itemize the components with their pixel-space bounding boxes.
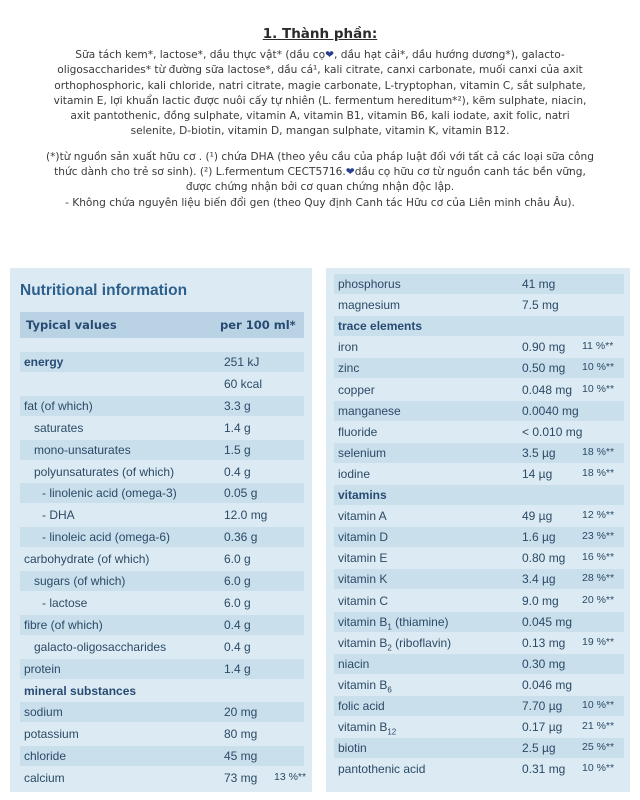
nutrition-row [20, 352, 304, 372]
nutrient-label: protein [24, 661, 61, 676]
nutrient-label: fibre (of which) [24, 617, 103, 632]
nutrient-label: vitamin E [338, 551, 388, 566]
nutrient-label: - linoleic acid (omega-6) [42, 530, 171, 545]
nutrient-value: 1.4 g [224, 420, 251, 435]
nutrition-row [334, 337, 624, 357]
ingredients-line-1: Sữa tách kem*, lactose*, dầu thực vật* (dầu cọ [75, 49, 326, 61]
nutrient-value: 45 mg [224, 749, 258, 764]
nutrient-value: 6.0 g [224, 574, 251, 588]
nutrient-value: 0.05 g [224, 486, 258, 501]
nutrient-value: 0.4 g [224, 464, 251, 479]
nutrient-value: 0.13 mg [522, 635, 566, 650]
subscript: 2 [387, 643, 392, 653]
nutrition-row [20, 681, 304, 701]
nutrient-label: galacto-oligosaccharides [34, 639, 167, 654]
nutrient-value: 0.30 mg [522, 656, 566, 671]
nutrition-row [20, 374, 304, 394]
nutrition-row [20, 593, 304, 613]
nutrition-row [334, 295, 624, 315]
nutrition-panel-right [326, 268, 630, 792]
nutrient-value: 0.17 µg [522, 720, 563, 735]
nutrition-row [20, 440, 304, 460]
ingredients-title: 1. Thành phần: [262, 26, 378, 42]
nutrient-value: 0.31 mg [522, 762, 566, 777]
nutrition-row [20, 615, 304, 635]
nutrient-percent: 23 %** [582, 530, 615, 543]
nutrient-percent: 18 %** [582, 466, 615, 479]
nutrient-percent: 11 %** [582, 340, 614, 353]
per-100ml-label: per 100 ml* [220, 318, 296, 332]
nutrition-row [334, 464, 624, 484]
nutrient-value: 20 mg [224, 705, 258, 720]
nutrient-percent: 25 %** [582, 741, 615, 754]
nutrition-row [334, 633, 624, 653]
nutrient-value: 0.36 g [224, 530, 258, 545]
nutrient-value: 3.3 g [224, 398, 251, 413]
nutrition-row [20, 637, 304, 657]
nutrient-value: 3.5 µg [522, 445, 556, 460]
nutrient-label: - linolenic acid (omega-3) [42, 486, 177, 501]
nutrition-row [334, 485, 624, 505]
nutrient-label: vitamin K [338, 572, 388, 587]
nutrient-label: sodium [24, 705, 63, 720]
nutrition-row [20, 483, 304, 503]
nutrient-value: 73 mg [224, 771, 258, 786]
nutrition-row [334, 696, 624, 716]
nutrition-row [334, 569, 624, 589]
ingredients-section [0, 0, 640, 262]
nutrient-value: 3.4 µg [522, 572, 556, 587]
typical-values-header [20, 312, 304, 338]
nutrient-value: 14 µg [522, 466, 553, 481]
nutrition-row [20, 505, 304, 525]
nutrition-row [334, 548, 624, 568]
nutrient-label: fat (of which) [24, 398, 93, 413]
nutrient-label: fluoride [338, 424, 378, 439]
nutrient-value: 60 kcal [224, 376, 263, 391]
nutrient-percent: 10 %** [582, 382, 615, 395]
nutrient-label: polyunsaturates (of which) [34, 464, 175, 479]
nutrient-label: vitamin C [338, 593, 389, 608]
nutrition-row [20, 724, 304, 744]
nutrient-value: 7.70 µg [522, 699, 563, 713]
nutrient-label: magnesium [338, 298, 401, 313]
nutrient-label: potassium [24, 727, 79, 742]
nutrient-label: vitamin $B_6$ [338, 677, 392, 695]
nutrient-label: zinc [338, 361, 360, 376]
nutrition-panel-left [10, 268, 312, 792]
nutrition-row [20, 768, 307, 788]
nutrient-value: 9.0 mg [522, 593, 559, 608]
ingredients-notes [40, 150, 600, 211]
nutrient-value: 12.0 mg [224, 508, 268, 523]
nutrient-value: 0.90 mg [522, 340, 566, 355]
nutrient-label: carbohydrate (of which) [24, 552, 150, 567]
nutrient-value: 49 µg [522, 509, 553, 524]
nutrient-percent: 10 %** [582, 762, 615, 775]
nutrient-value: 251 kJ [224, 355, 260, 369]
nutrient-value: 41 mg [522, 277, 556, 291]
nutrient-label: biotin [338, 741, 367, 756]
nutrient-value: 7.5 mg [522, 298, 559, 313]
nutrition-row [20, 462, 304, 482]
nutrient-label: mineral substances [24, 683, 137, 698]
nutrition-row [20, 527, 304, 547]
nutrient-value: 0.048 mg [522, 382, 573, 397]
subscript: 6 [387, 685, 392, 695]
heart-icon: ❤ [345, 166, 355, 179]
nutrient-percent: 20 %** [582, 593, 615, 606]
nutrient-label: saturates [34, 420, 84, 435]
nutrient-percent: 18 %** [582, 445, 615, 458]
nutrient-label: vitamin $B_{12}$ [338, 720, 397, 737]
subscript: 1 [387, 621, 392, 631]
nutrient-value: 1.6 µg [522, 530, 556, 545]
nutrient-value: 0.4 g [224, 617, 251, 632]
nutrition-row [334, 527, 624, 547]
nutrition-row [334, 675, 624, 695]
nutrition-row [20, 702, 304, 722]
nutrient-label: sugars (of which) [34, 574, 126, 588]
nutrient-label: pantothenic acid [338, 762, 426, 777]
nutrition-row [334, 401, 624, 421]
nutrient-value: 6.0 g [224, 595, 251, 610]
nutrition-row [334, 717, 624, 737]
nutrient-value: 0.80 mg [522, 551, 566, 566]
nutrition-row [334, 738, 624, 758]
note-1b: dầu cọ hữu cơ từ nguồn canh tác bền vững, được chứng nhận bởi cơ quan chứng nhận độc lập. [185, 166, 586, 194]
nutrient-label: niacin [338, 656, 370, 671]
nutrient-value: < 0.010 mg [522, 424, 583, 439]
heart-icon: ❤ [325, 49, 334, 61]
nutrient-label: calcium [24, 771, 65, 786]
nutrition-row [334, 759, 624, 779]
note-2: - Không chứa nguyên liệu biến đổi gen (theo Quy định Canh tác Hữu cơ của Liên minh châu Âu). [65, 196, 575, 209]
nutrient-label: vitamin $B_1$ (thiamine) [338, 614, 449, 631]
nutrient-label: iodine [338, 466, 371, 481]
nutrient-label: vitamin $B_2$ (riboflavin) [338, 635, 452, 653]
nutrient-percent: 28 %** [582, 572, 615, 585]
subscript: 12 [387, 727, 397, 737]
nutrient-value: 0.046 mg [522, 677, 573, 692]
nutrient-percent: 19 %** [582, 635, 615, 648]
nutrition-row [334, 506, 624, 526]
nutrient-label: vitamin D [338, 530, 389, 545]
nutrition-title: Nutritional information [20, 282, 188, 299]
nutrition-row [334, 316, 624, 336]
nutrient-value: 80 mg [224, 727, 258, 742]
nutrition-row [334, 443, 624, 463]
nutrition-row [20, 746, 304, 766]
nutrient-label: - DHA [42, 508, 75, 523]
nutrition-row [20, 396, 304, 416]
nutrient-label: - lactose [42, 595, 88, 610]
nutrient-label: vitamins [338, 488, 387, 502]
nutrient-label: iron [338, 340, 359, 355]
nutrition-row [20, 418, 304, 438]
nutrient-percent: 10 %** [582, 699, 615, 711]
nutrient-percent: 10 %** [582, 361, 615, 374]
nutrition-row [20, 659, 304, 679]
nutrition-row [334, 612, 624, 632]
nutrient-value: 0.4 g [224, 639, 251, 654]
nutrient-label: mono-unsaturates [34, 442, 131, 457]
nutrient-label: chloride [24, 749, 67, 764]
nutrient-label: phosphorus [338, 277, 401, 291]
nutrient-label: copper [338, 382, 375, 397]
nutrition-row [334, 358, 624, 378]
nutrient-label: vitamin A [338, 509, 387, 524]
note-1: (*)từ nguồn sản xuất hữu cơ . (¹) chứa DHA (theo yêu cầu của pháp luật đối với tất cả các loại sữa công thức dành cho trẻ sơ sinh). (²) L.fermentum CECT5716. [46, 150, 594, 179]
nutrient-value: 1.5 g [224, 442, 251, 457]
nutrition-row [334, 591, 624, 611]
nutrition-row [334, 422, 624, 442]
ingredients-text [50, 48, 590, 140]
nutrient-label: manganese [338, 403, 401, 418]
nutrient-percent: 13 %** [274, 771, 307, 784]
ingredients-line-1b: , dầu hạt cải*, dầu hướng dương*), galacto-oligosaccharides* từ đường sữa lactose*, dầu cá¹, kali citrate, canxi carbonate, muối canxi của axit orthophosphoric, kali chloride, natri citrate, magie carbonate, L-tryptophan, vitamin C, sắt sulphate, vitamin E, lợi khuẩn lactic được nuôi cấy tự nhiên (L. fermentum hereditum*²), kẽm sulphate, niacin, axit pantothenic, đồng sulphate, vitamin A, vitamin B1, vitamin B6, kali iodate, axit folic, natri selenite, D-biotin, vitamin D, mangan sulphate, vitamin K, vitamin B12. [53, 49, 587, 138]
nutrient-value: 1.4 g [224, 661, 251, 676]
nutrient-label: selenium [338, 445, 387, 460]
nutrition-row [334, 274, 624, 294]
nutrition-row [334, 380, 624, 400]
nutrition-row [20, 571, 304, 591]
typical-values-label: Typical values [26, 318, 117, 332]
nutrient-label: energy [24, 355, 64, 369]
nutrient-value: 6.0 g [224, 552, 251, 567]
nutrient-label: folic acid [338, 699, 385, 713]
nutrient-value: 0.50 mg [522, 361, 566, 376]
nutrition-row [334, 654, 624, 674]
nutrient-percent: 16 %** [582, 551, 615, 564]
nutrient-percent: 21 %** [582, 720, 615, 733]
nutrient-label: trace elements [338, 319, 423, 334]
nutrient-value: 0.045 mg [522, 614, 573, 629]
nutrition-row [20, 549, 304, 569]
nutrient-percent: 12 %** [582, 509, 615, 522]
nutrient-value: 2.5 µg [522, 741, 556, 756]
nutrient-value: 0.0040 mg [522, 403, 579, 418]
